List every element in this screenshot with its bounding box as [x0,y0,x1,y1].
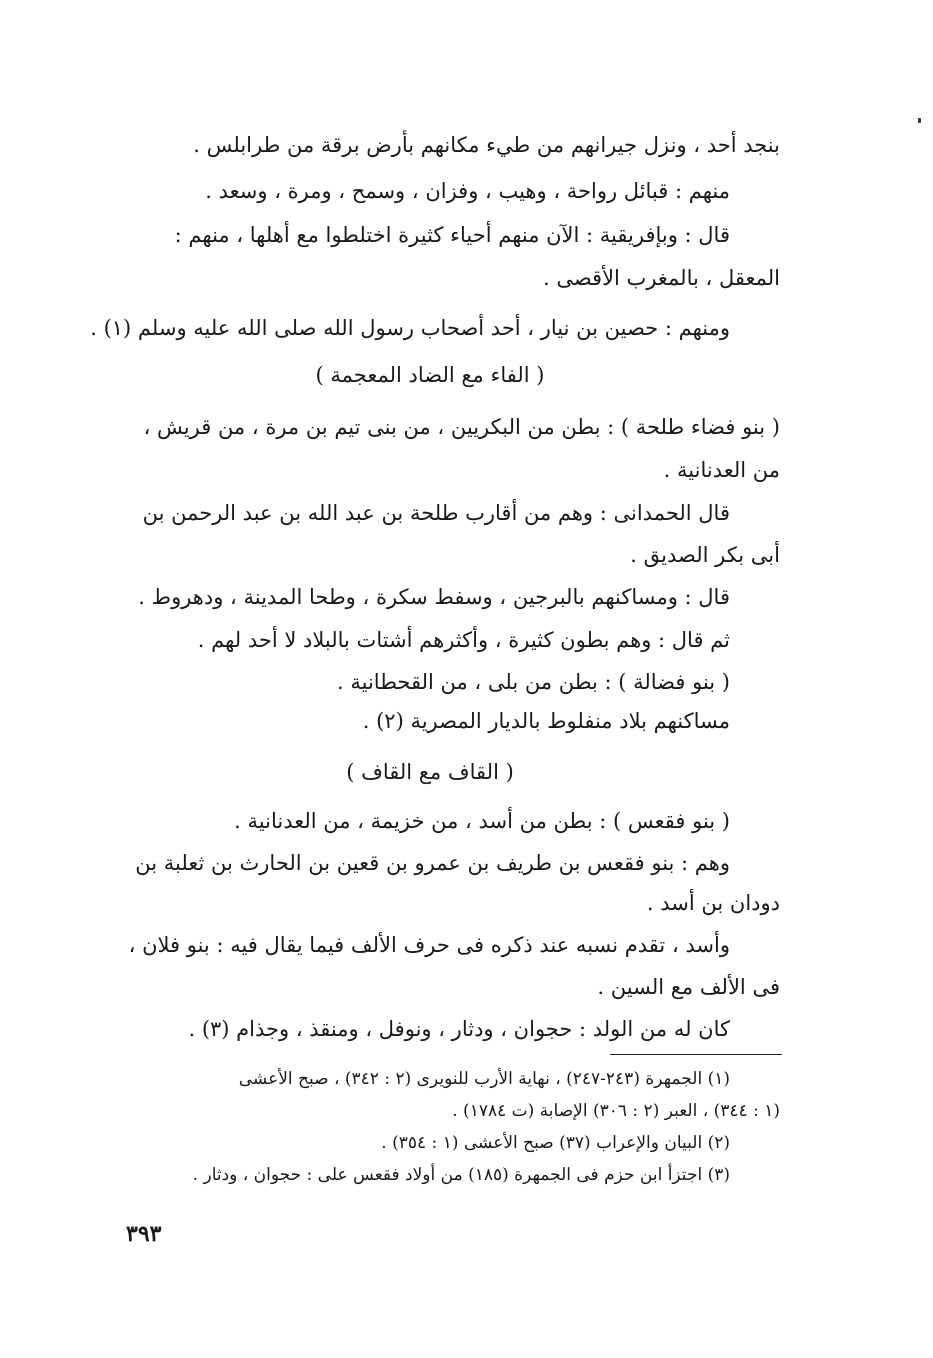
section-heading: ( الفاء مع الضاد المعجمة ) [315,363,545,387]
text-line: من العدنانية . [663,458,780,482]
footnote-line: (٣) اجتزأ ابن حزم فى الجمهرة (١٨٥) من أولاد فقعس على : حجوان ، ودثار . [192,1165,730,1185]
text-line: فى الألف مع السين . [597,975,780,999]
text-line: ومنهم : حصين بن نيار ، أحد أصحاب رسول الله صلى الله عليه وسلم (١) . [90,316,730,340]
text-line: دودان بن أسد . [646,891,780,915]
text-line: منهم : قبائل رواحة ، وهيب ، وفزان ، وسمح ، ومرة ، وسعد . [205,179,730,203]
section-heading: ( القاف مع القاف ) [346,760,514,784]
footnote-line: (١) الجمهرة (٢٤٣-٢٤٧) ، نهاية الأرب للنويرى (٢ : ٣٤٢) ، صبح الأعشى [238,1069,730,1089]
footnote-line: (١ : ٣٤٤) ، العبر (٢ : ٣٠٦) الإصابة (ت ١٧٨٤) . [452,1101,780,1121]
text-line: المعقل ، بالمغرب الأقصى . [542,266,780,290]
text-line: وهم : بنو فقعس بن طريف بن عمرو بن قعين بن الحارث بن ثعلبة بن [135,851,730,875]
text-line: قال : وبإفريقية : الآن منهم أحياء كثيرة اختلطوا مع أهلها ، منهم : [174,223,730,247]
text-line: قال : ومساكنهم بالبرجين ، وسفط سكرة ، وطحا المدينة ، ودهروط . [138,585,730,609]
page-number: ٣٩٣ [126,1221,162,1247]
footnote-line: (٢) البيان والإعراب (٣٧) صبح الأعشى (١ : ٣٥٤) . [381,1133,730,1153]
text-line: أبى بكر الصديق . [630,543,780,567]
text-line: وأسد ، تقدم نسبه عند ذكره فى حرف الألف فيما يقال فيه : بنو فلان ، [128,933,730,957]
text-line: ( بنو فقعس ) : بطن من أسد ، من خزيمة ، من العدنانية . [234,809,730,833]
scan-speck [918,118,921,123]
text-line: ( بنو فضاء طلحة ) : بطن من البكريين ، من بنى تيم بن مرة ، من قريش ، [143,415,780,439]
text-line: قال الحمدانى : وهم من أقارب طلحة بن عبد الله بن عبد الرحمن بن [142,501,730,525]
footnote-separator [610,1054,782,1055]
text-line: ثم قال : وهم بطون كثيرة ، وأكثرهم أشتات بالبلاد لا أحد لهم . [197,628,730,652]
text-line: ( بنو فضالة ) : بطن من بلى ، من القحطانية . [337,670,730,694]
text-line: بنجد أحد ، ونزل جيرانهم من طيء مكانهم بأرض برقة من طرابلس . [193,133,780,157]
text-line: كان له من الولد : حجوان ، ودثار ، ونوفل ، ومنقذ ، وجذام (٣) . [188,1017,730,1041]
text-line: مساكنهم بلاد منفلوط بالديار المصرية (٢) . [362,709,730,733]
